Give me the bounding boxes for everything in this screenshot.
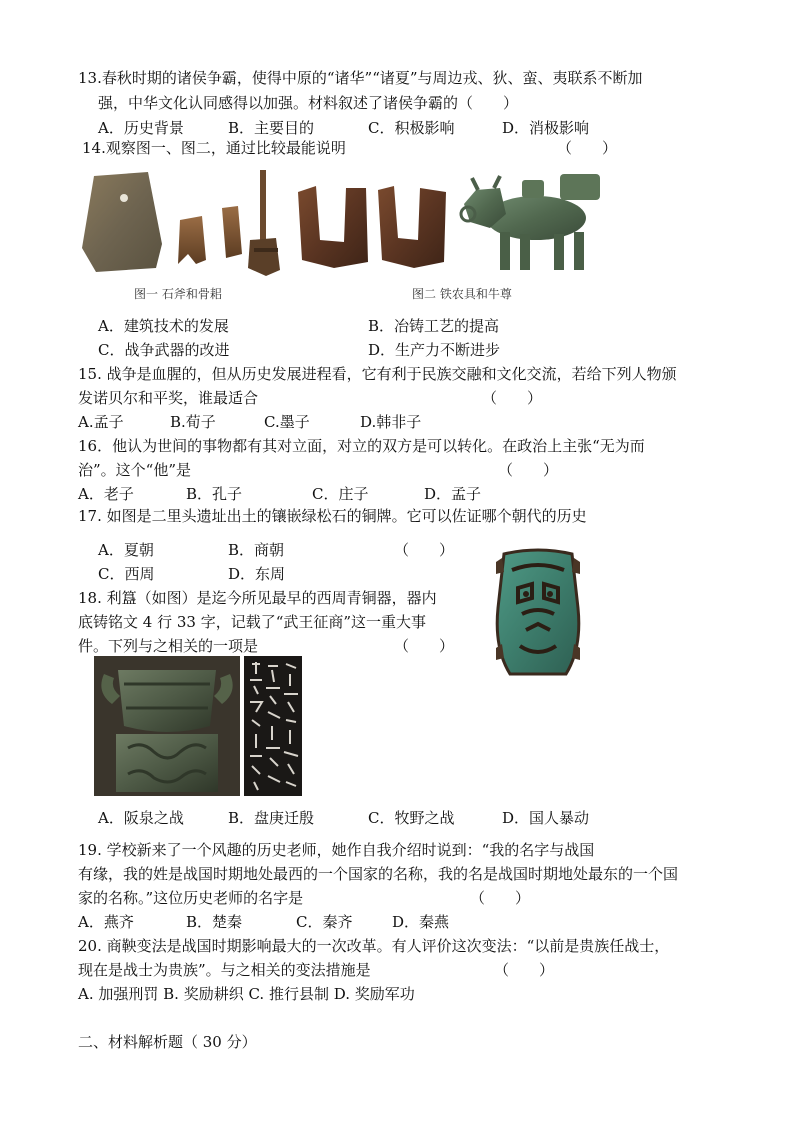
- q19-stem-line2: 有缘，我的姓是战国时期地处最西的一个国家的名称，我的名是战国时期地处最东的一个国: [78, 865, 679, 883]
- q19-stem-line3: 家的名称。”这位历史老师的名字是: [78, 889, 304, 907]
- q17-option-a: A．夏朝: [98, 541, 154, 559]
- q13-option-b: B．主要目的: [228, 119, 315, 137]
- figure2-caption: 图二 铁农具和牛尊: [412, 287, 512, 301]
- q16-option-c: C．庄子: [312, 485, 369, 503]
- q14-answer-paren: （ ）: [557, 139, 618, 157]
- q16-answer-paren: （ ）: [498, 461, 559, 479]
- q20-options: A. 加强刑罚 B. 奖励耕织 C. 推行县制 D. 奖励军功: [78, 985, 415, 1003]
- q16-option-d: D．孟子: [424, 485, 482, 503]
- q13-stem-line1: 13.春秋时期的诸侯争霸，使得中原的“诸华”“诸夏”与周边戎、狄、蛮、夷联系不断加: [78, 69, 643, 87]
- q15-option-a: A.孟子: [78, 413, 124, 431]
- q14-option-b: B．冶铸工艺的提高: [368, 317, 500, 335]
- q17-option-c: C．西周: [98, 565, 155, 583]
- q18-answer-paren: （ ）: [394, 637, 455, 655]
- q17-option-b: B．商朝: [228, 541, 285, 559]
- li-gui-inscription-rubbing-image: [244, 656, 302, 796]
- q17-answer-paren: （ ）: [394, 541, 455, 559]
- q15-stem-line1: 15. 战争是血腥的，但从历史发展进程看，它有利于民族交融和文化交流，若给下列人物颁: [78, 365, 677, 383]
- q13-option-a: A．历史背景: [98, 119, 184, 137]
- q19-stem-line1: 19. 学校新来了一个风趣的历史老师，她作自我介绍时说到：“我的名字与战国: [78, 841, 595, 859]
- q18-option-a: A．阪泉之战: [98, 809, 184, 827]
- q14-stem: 14.观察图一、图二，通过比较最能说明: [82, 139, 346, 157]
- figure2-iron-tools-image: [294, 180, 454, 270]
- q15-stem-line2: 发诺贝尔和平奖，谁最适合: [78, 389, 259, 407]
- q18-option-b: B．盘庚迁殷: [228, 809, 315, 827]
- q15-answer-paren: （ ）: [482, 389, 543, 407]
- q16-stem-line2: 治”。这个“他”是: [78, 461, 192, 479]
- q18-stem-line3: 件。下列与之相关的一项是: [78, 637, 259, 655]
- bronze-ox-zun-image: [456, 170, 616, 278]
- q13-stem-line2: 强，中华文化认同感得以加强。材料叙述了诸侯争霸的（ ）: [98, 94, 519, 112]
- q18-stem-line1: 18. 利簋（如图）是迄今所见最早的西周青铜器，器内: [78, 589, 437, 607]
- q13-option-c: C．积极影响: [368, 119, 455, 137]
- q15-option-b: B.荀子: [170, 413, 216, 431]
- q16-stem-line1: 16．他认为世间的事物都有其对立面，对立的双方是可以转化。在政治上主张“无为而: [78, 437, 645, 455]
- q20-stem-line1: 20. 商鞅变法是战国时期影响最大的一次改革。有人评价这次变法：“以前是贵族任战士，: [78, 937, 670, 955]
- q20-stem-line2: 现在是战士为贵族”。与之相关的变法措施是: [78, 961, 371, 979]
- q18-option-c: C．牧野之战: [368, 809, 455, 827]
- q19-option-d: D．秦燕: [392, 913, 450, 931]
- q14-option-a: A．建筑技术的发展: [98, 317, 229, 335]
- q20-answer-paren: （ ）: [494, 961, 555, 979]
- q18-stem-line2: 底铸铭文 4 行 33 字，记载了“武王征商”这一重大事: [78, 613, 427, 631]
- q17-option-d: D．东周: [228, 565, 286, 583]
- figure1-stone-axe-bone-spade-image: [76, 168, 291, 280]
- q19-answer-paren: （ ）: [470, 889, 531, 907]
- q15-option-c: C.墨子: [264, 413, 310, 431]
- li-gui-bronze-vessel-image: [94, 656, 240, 796]
- section2-title: 二、材料解析题（ 30 分）: [78, 1033, 257, 1051]
- q17-stem: 17. 如图是二里头遗址出土的镶嵌绿松石的铜牌。它可以佐证哪个朝代的历史: [78, 507, 587, 525]
- q19-option-c: C．秦齐: [296, 913, 353, 931]
- q19-option-a: A．燕齐: [78, 913, 134, 931]
- q14-option-d: D．生产力不断进步: [368, 341, 501, 359]
- turquoise-bronze-plaque-image: [492, 548, 584, 680]
- q19-option-b: B．楚秦: [186, 913, 243, 931]
- q16-option-b: B．孔子: [186, 485, 243, 503]
- figure1-caption: 图一 石斧和骨耜: [134, 287, 222, 301]
- q14-option-c: C．战争武器的改进: [98, 341, 230, 359]
- q16-option-a: A．老子: [78, 485, 134, 503]
- q18-option-d: D．国人暴动: [502, 809, 590, 827]
- q13-option-d: D．消极影响: [502, 119, 590, 137]
- q15-option-d: D.韩非子: [360, 413, 422, 431]
